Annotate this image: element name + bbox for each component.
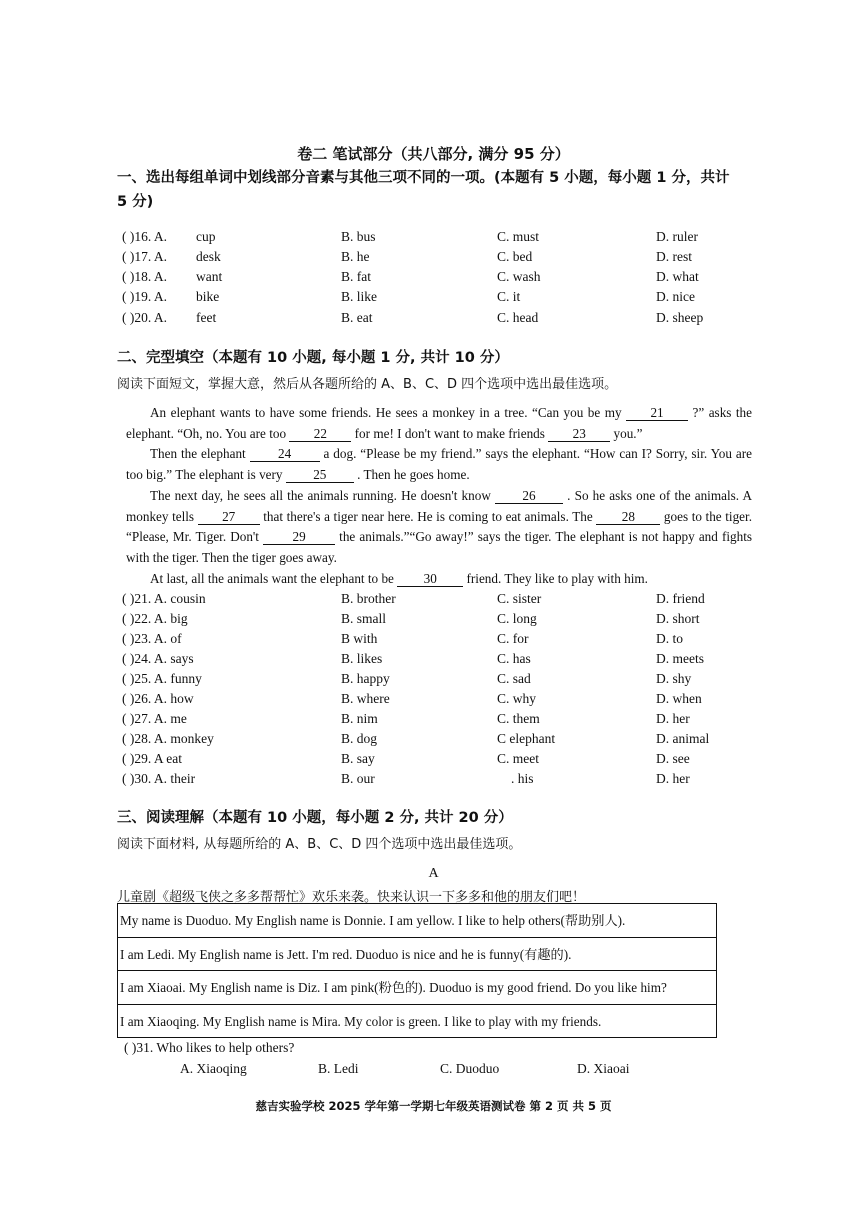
option-d: D. friend xyxy=(656,591,705,606)
option-d: D. meets xyxy=(656,651,704,666)
option-c: C. sister xyxy=(497,591,542,606)
blank-25: 25 xyxy=(286,467,354,483)
option-c: C. bed xyxy=(497,249,533,264)
option-c: . his xyxy=(511,771,534,786)
option-c: C. long xyxy=(497,611,537,626)
option-b: B. like xyxy=(341,289,378,304)
option-d: D. her xyxy=(656,711,690,726)
question-number: ( )20. A. xyxy=(122,310,167,325)
passage-paragraph: An elephant wants to have some friends. He sees a monkey in a tree. “Can you be my 21 ?” asks the elephant. “Oh, no. You are too 22 for me! I don't want to make friends 23 you.” xyxy=(126,405,752,441)
option-d: D. Xiaoai xyxy=(577,1061,630,1076)
option-a: A. Xiaoqing xyxy=(180,1061,247,1076)
character-table xyxy=(117,903,717,1038)
option-b: B. happy xyxy=(341,671,390,686)
option-b: B. bus xyxy=(341,229,376,244)
option-d: D. her xyxy=(656,771,690,786)
question-stem: ( )26. A. how xyxy=(122,691,194,706)
option-d: D. animal xyxy=(656,731,710,746)
question-stem: ( )24. A. says xyxy=(122,651,194,666)
option-c: C. why xyxy=(497,691,537,706)
option-d: D. shy xyxy=(656,671,692,686)
option-a: want xyxy=(196,269,223,284)
passage-paragraph: The next day, he sees all the animals running. He doesn't know 26 . So he asks one of the animals. A monkey tells 27 that there's a tiger near here. He is coming to eat animals. The 28 goes to the tiger. “Please, Mr. Tiger. Don't 29 the animals.”“Go away!” says the tiger. The elephant is not happy and fights with the tiger. Then the tiger goes away. xyxy=(126,487,752,565)
option-b: B. small xyxy=(341,611,387,626)
option-c: C. meet xyxy=(497,751,539,766)
question-number: ( )16. A. xyxy=(122,229,167,244)
question-row-27 xyxy=(0,711,867,731)
table-row: My name is Duoduo. My English name is Donnie. I am yellow. I like to help others(帮助别人). xyxy=(118,904,716,938)
option-d: D. rest xyxy=(656,249,692,264)
option-d: D. when xyxy=(656,691,702,706)
option-b: B. dog xyxy=(341,731,378,746)
option-c: C. them xyxy=(497,711,540,726)
question-row-17 xyxy=(0,249,867,269)
question-stem: ( )30. A. their xyxy=(122,771,196,786)
option-b: B. Ledi xyxy=(318,1061,359,1076)
option-b: B. he xyxy=(341,249,370,264)
option-d: D. to xyxy=(656,631,683,646)
option-c: C. sad xyxy=(497,671,531,686)
question-row-20 xyxy=(0,310,867,330)
question-row-21 xyxy=(0,591,867,611)
cloze-passage xyxy=(126,403,752,589)
question-row-30 xyxy=(0,771,867,791)
option-c: C. Duoduo xyxy=(440,1061,500,1076)
option-c: C. wash xyxy=(497,269,541,284)
blank-22: 22 xyxy=(289,426,351,442)
option-c: C. it xyxy=(497,289,521,304)
question-row-22 xyxy=(0,611,867,631)
option-d: D. ruler xyxy=(656,229,698,244)
option-d: D. sheep xyxy=(656,310,704,325)
passage-label: A xyxy=(428,866,439,881)
question-number: ( )18. A. xyxy=(122,269,167,284)
question-number: ( )17. A. xyxy=(122,249,167,264)
option-b: B. where xyxy=(341,691,390,706)
option-b: B. fat xyxy=(341,269,372,284)
question-row-31 xyxy=(0,1040,867,1060)
section3-instruction: 阅读下面材料, 从每题所给的 A、B、C、D 四个选项中选出最佳选项。 xyxy=(117,837,522,852)
option-c: C. must xyxy=(497,229,540,244)
passage-intro: 儿童剧《超级飞侠之多多帮帮忙》欢乐来袭。快来认识一下多多和他的朋友们吧！ xyxy=(117,890,586,905)
section3-heading: 三、阅读理解（本题有 10 小题，每小题 2 分, 共计 20 分） xyxy=(117,810,513,826)
option-a: cup xyxy=(196,229,216,244)
option-c: C elephant xyxy=(497,731,556,746)
question-stem: ( )21. A. cousin xyxy=(122,591,206,606)
option-d: D. short xyxy=(656,611,700,626)
question-31-options xyxy=(0,1061,867,1081)
question-row-23 xyxy=(0,631,867,651)
blank-26: 26 xyxy=(495,488,563,504)
option-d: D. see xyxy=(656,751,690,766)
blank-21: 21 xyxy=(626,405,688,421)
blank-30: 30 xyxy=(397,571,463,587)
option-b: B. brother xyxy=(341,591,396,606)
table-row: I am Xiaoqing. My English name is Mira. My color is green. I like to play with my friends. xyxy=(120,1013,602,1029)
question-row-19 xyxy=(0,289,867,309)
question-number: ( )19. A. xyxy=(122,289,167,304)
option-b: B. eat xyxy=(341,310,373,325)
option-a: desk xyxy=(196,249,221,264)
question-stem: ( )28. A. monkey xyxy=(122,731,214,746)
option-c: C. head xyxy=(497,310,539,325)
option-b: B. likes xyxy=(341,651,383,666)
paper-title: 卷二 笔试部分（共八部分, 满分 95 分） xyxy=(297,145,570,163)
question-row-18 xyxy=(0,269,867,289)
page-footer: 慈吉实验学校 2025 学年第一学期七年级英语测试卷 第 2 页 共 5 页 xyxy=(255,1099,612,1113)
section2-heading: 二、完型填空（本题有 10 小题, 每小题 1 分, 共计 10 分） xyxy=(117,350,509,366)
question-row-26 xyxy=(0,691,867,711)
question-stem: ( )31. Who likes to help others? xyxy=(124,1040,295,1055)
option-b: B. our xyxy=(341,771,375,786)
question-row-25 xyxy=(0,671,867,691)
blank-29: 29 xyxy=(263,529,335,545)
blank-23: 23 xyxy=(548,426,610,442)
question-stem: ( )29. A eat xyxy=(122,751,182,766)
option-c: C. for xyxy=(497,631,529,646)
table-row: I am Xiaoai. My English name is Diz. I am pink(粉色的). Duoduo is my good friend. Do you like him? xyxy=(118,971,716,1005)
option-d: D. nice xyxy=(656,289,695,304)
question-row-28 xyxy=(0,731,867,751)
question-row-16 xyxy=(0,229,867,249)
question-row-24 xyxy=(0,651,867,671)
passage-paragraph: At last, all the animals want the elephant to be 30 friend. They like to play with him. xyxy=(150,570,648,586)
option-a: feet xyxy=(196,310,217,325)
question-stem: ( )25. A. funny xyxy=(122,671,202,686)
option-a: bike xyxy=(196,289,220,304)
question-stem: ( )22. A. big xyxy=(122,611,188,626)
section1-heading: 一、选出每组单词中划线部分音素与其他三项不同的一项。(本题有 5 小题，每小题 1 分，共计 5 分) xyxy=(117,170,730,210)
option-b: B with xyxy=(341,631,378,646)
option-c: C. has xyxy=(497,651,531,666)
option-b: B. say xyxy=(341,751,375,766)
question-row-29 xyxy=(0,751,867,771)
section2-instruction: 阅读下面短文，掌握大意，然后从各题所给的 A、B、C、D 四个选项中选出最佳选项。 xyxy=(117,377,618,392)
blank-27: 27 xyxy=(198,509,260,525)
question-stem: ( )27. A. me xyxy=(122,711,187,726)
blank-28: 28 xyxy=(596,509,660,525)
passage-paragraph: Then the elephant 24 a dog. “Please be my friend.” says the elephant. “How can I? Sorry, sir. You are too big.” The elephant is very 25 . Then he goes home. xyxy=(126,446,752,483)
question-stem: ( )23. A. of xyxy=(122,631,182,646)
table-row: I am Ledi. My English name is Jett. I'm red. Duoduo is nice and he is funny(有趣的). xyxy=(118,938,716,972)
option-b: B. nim xyxy=(341,711,378,726)
option-d: D. what xyxy=(656,269,699,284)
blank-24: 24 xyxy=(250,446,320,462)
